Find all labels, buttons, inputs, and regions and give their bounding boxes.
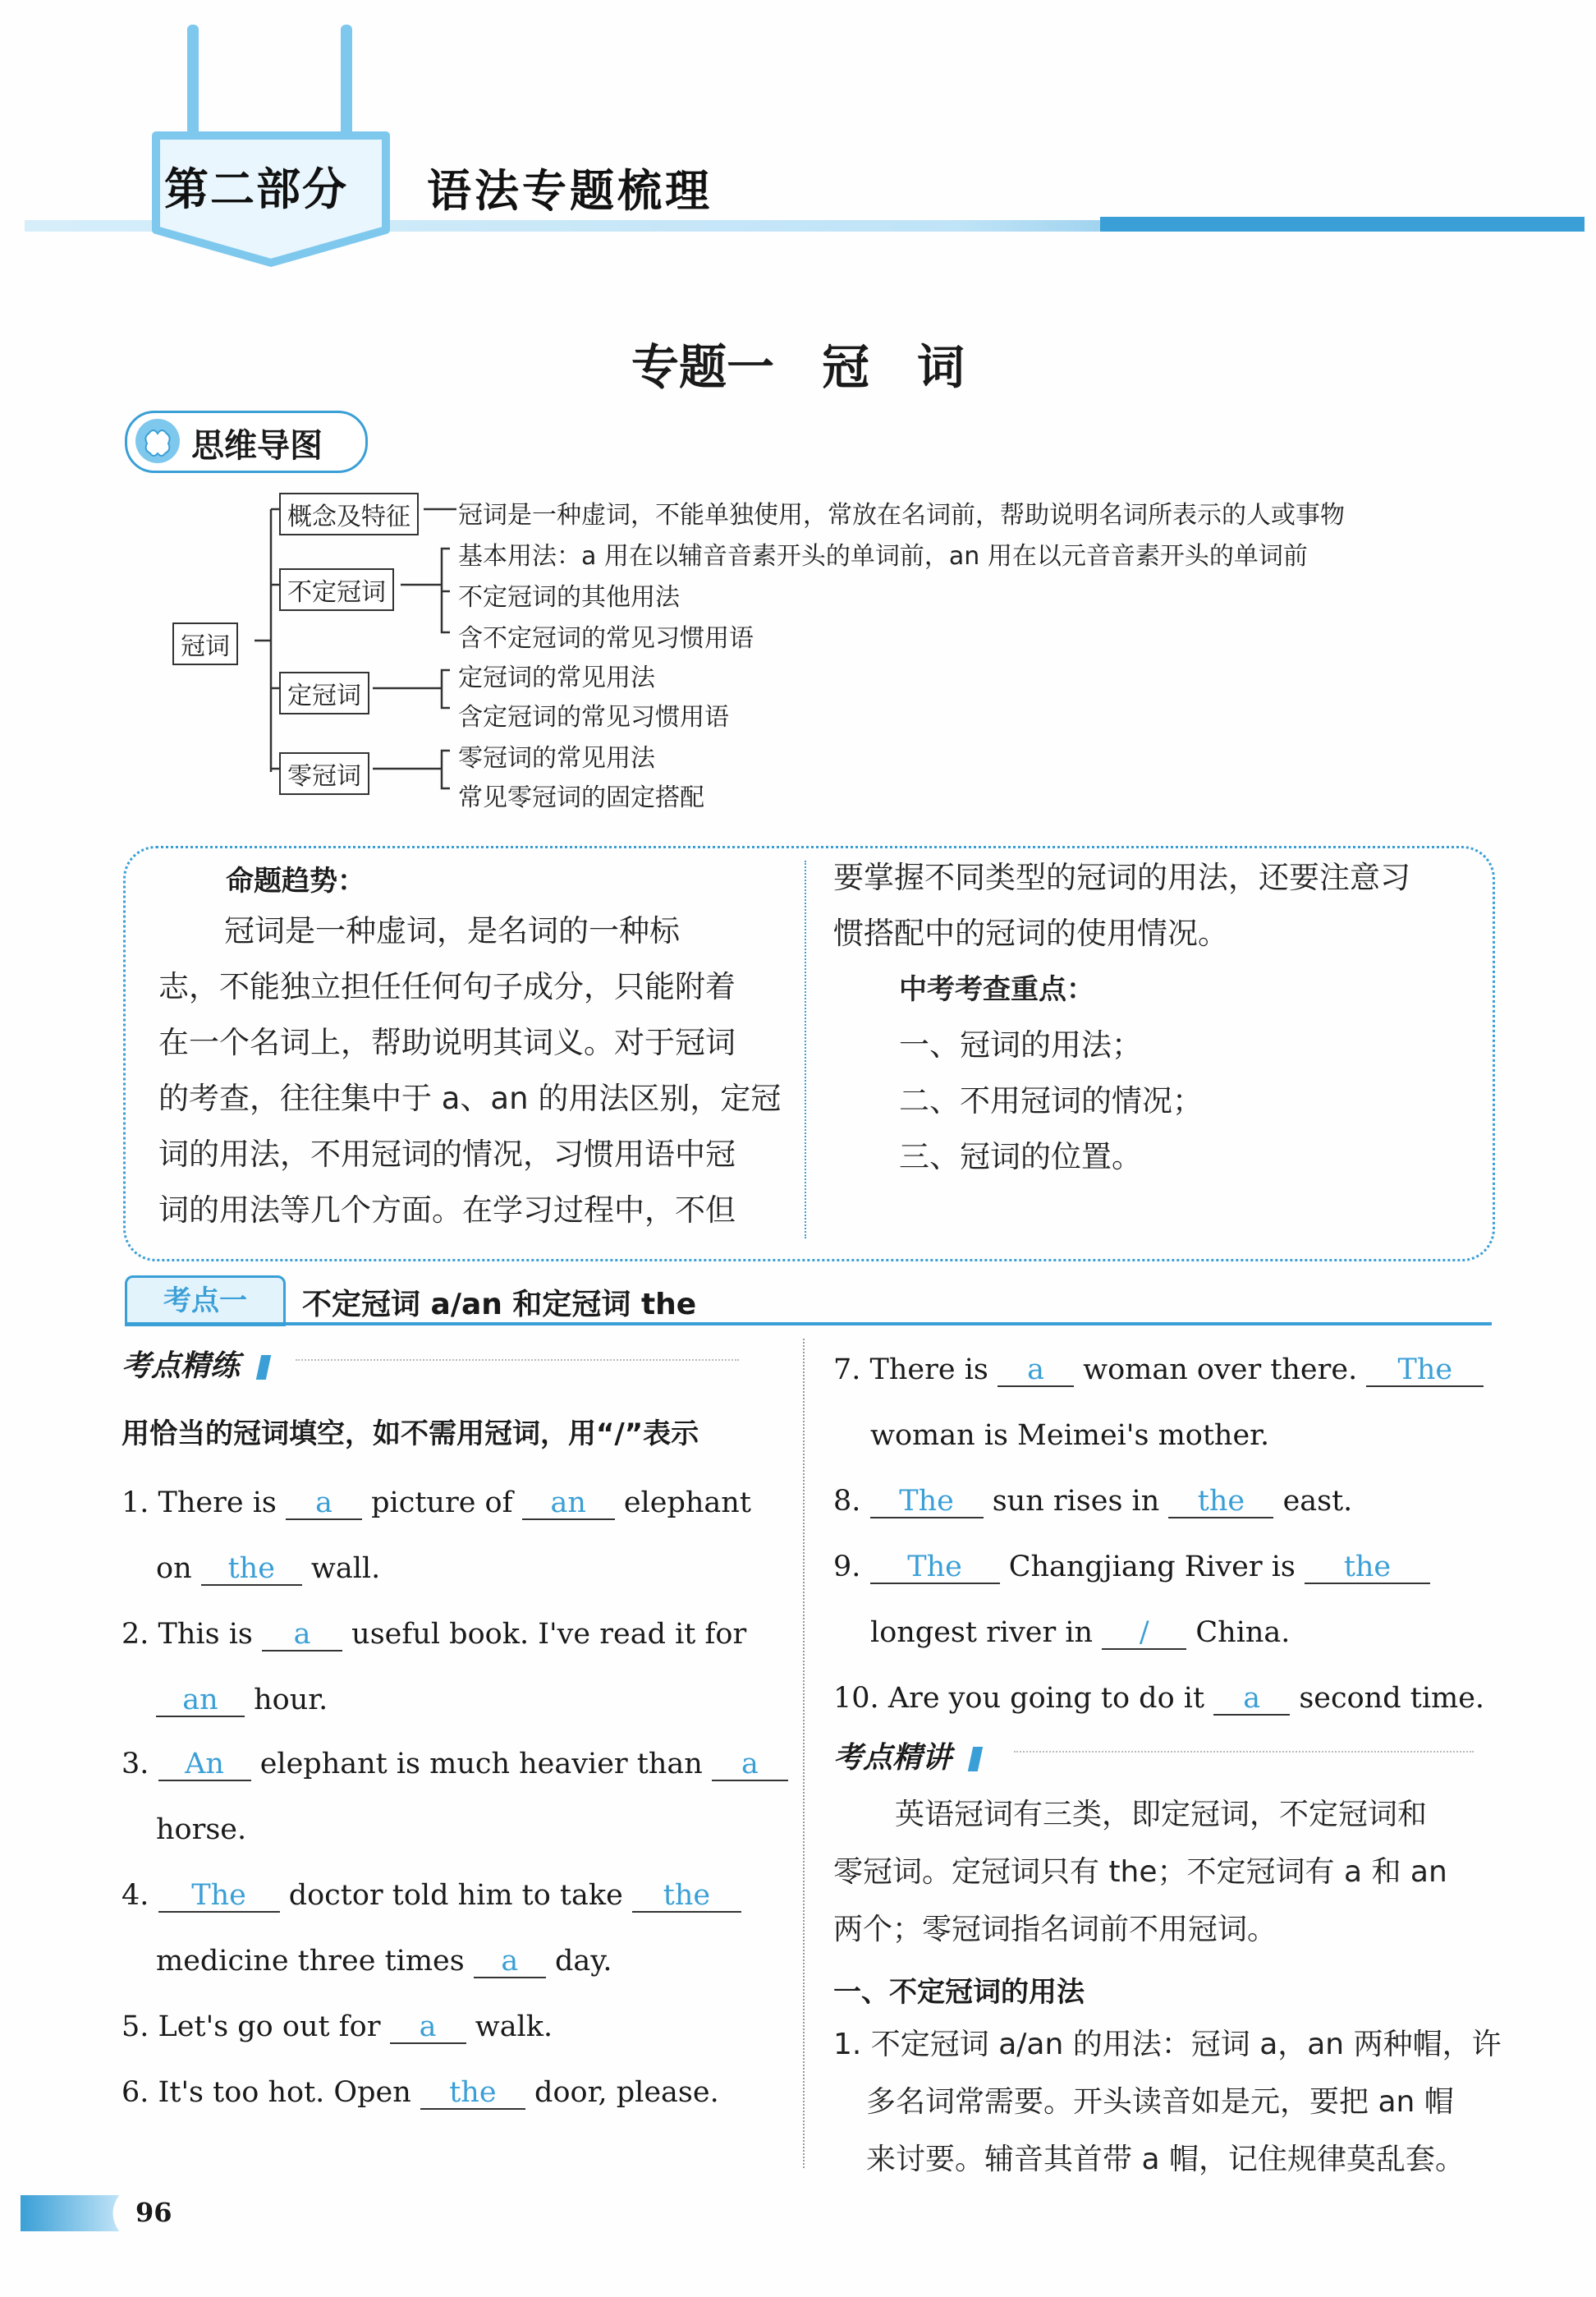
trend-line: 冠词是一种虚词，是名词的一种标 [224, 913, 680, 949]
mind-map-badge-label: 思维导图 [191, 427, 323, 465]
trend-heading: 命题趋势： [226, 865, 365, 898]
explain-line: 多名词常需要。开头读音如是元，要把 an 帽 [866, 2085, 1454, 2119]
question-3: 3. An elephant is much heavier than a [122, 1731, 788, 1797]
focus-heading: 中考考查重点： [899, 973, 1094, 1006]
answer-blank: an [522, 1488, 615, 1520]
trend-line: 要掌握不同类型的冠词的用法，还要注意习 [833, 860, 1410, 895]
question-6: 6. It's too hot. Open the door, please. [122, 2076, 719, 2109]
heading-marker [255, 1355, 270, 1380]
trend-line: 词的用法，不用冠词的情况，习惯用语中冠 [158, 1137, 736, 1172]
answer-blank: the [201, 1554, 302, 1586]
mind-map-branch-definite: 定冠词 [279, 672, 369, 714]
answer-blank: a [1213, 1684, 1290, 1716]
focus-item: 一、冠词的用法； [899, 1027, 1142, 1063]
explain-line: 1. 不定冠词 a/an 的用法：冠词 a，an 两种帽，许 [833, 2028, 1502, 2061]
answer-blank: the [1305, 1552, 1430, 1584]
mind-map-item: 基本用法：a 用在以辅音音素开头的单词前，an 用在以元音音素开头的单词前 [458, 542, 1308, 571]
practice-heading-label: 考点精练 [122, 1349, 241, 1383]
answer-blank: a [712, 1749, 788, 1781]
explain-line: 零冠词。定冠词只有 the；不定冠词有 a 和 an [833, 1855, 1447, 1889]
mind-map-item: 零冠词的常见用法 [458, 744, 655, 773]
kaodian-title: 不定冠词 a/an 和定冠词 the [302, 1288, 697, 1321]
practice-instruction: 用恰当的冠词填空，如不需用冠词，用“/”表示 [122, 1417, 699, 1450]
page-title: 专题一 冠 词 [631, 339, 965, 395]
trend-right-text [833, 850, 1474, 1185]
page-number: 96 [135, 2197, 172, 2228]
explain-line: 两个；零冠词指名词前不用冠词。 [833, 1913, 1277, 1946]
trend-line: 志，不能独立担任任何句子成分，只能附着 [158, 969, 736, 1004]
mind-map-item: 冠词是一种虚词，不能单独使用，常放在名词前，帮助说明名词所表示的人或事物 [458, 501, 1345, 530]
explain-line: 英语冠词有三类，即定冠词，不定冠词和 [895, 1798, 1428, 1831]
answer-blank: the [632, 1881, 741, 1913]
question-9: 9. The Changjiang River is the [833, 1534, 1430, 1600]
question-4: 4. The doctor told him to take the [122, 1863, 741, 1928]
answer-blank: The [870, 1486, 984, 1518]
answer-blank: a [286, 1488, 362, 1520]
answer-blank: a [998, 1355, 1074, 1387]
question-1-cont: on the wall. [156, 1552, 381, 1585]
mind-map-item: 不定冠词的其他用法 [458, 583, 680, 612]
question-4-cont: medicine three times a day. [156, 1945, 612, 1978]
question-7: 7. There is a woman over there. The [833, 1337, 1484, 1403]
question-3-cont: horse. [156, 1813, 247, 1846]
answer-blank: a [474, 1946, 546, 1978]
mind-map-item: 常见零冠词的固定搭配 [458, 783, 704, 812]
question-9-cont: longest river in / China. [870, 1616, 1291, 1649]
heading-dots [1014, 1751, 1474, 1753]
answer-blank: the [420, 2078, 525, 2110]
trend-line: 词的用法等几个方面。在学习过程中，不但 [158, 1192, 736, 1228]
mind-map-item: 定冠词的常见用法 [458, 664, 655, 692]
trend-left-text [158, 903, 782, 1238]
mind-map-branch-indefinite: 不定冠词 [279, 568, 394, 611]
question-1: 1. There is a picture of an elephant [122, 1486, 751, 1519]
mind-map-branch-zero: 零冠词 [279, 752, 369, 795]
column-divider [803, 1339, 805, 2168]
answer-blank: an [156, 1685, 245, 1717]
mind-map-item: 含不定冠词的常见习惯用语 [458, 624, 754, 653]
trend-box-divider [805, 861, 806, 1238]
question-7-cont: woman is Meimei's mother. [870, 1419, 1270, 1452]
explain-line: 来讨要。辅音其首带 a 帽，记住规律莫乱套。 [866, 2143, 1465, 2176]
explain-item [833, 2016, 1502, 2189]
focus-item: 三、冠词的位置。 [899, 1139, 1142, 1174]
heading-marker [967, 1747, 982, 1771]
mind-map-item: 含定冠词的常见习惯用语 [458, 703, 729, 732]
page-number-tab [0, 2189, 213, 2238]
brain-icon [134, 417, 181, 465]
answer-blank: / [1102, 1618, 1186, 1650]
explain-subheading: 一、不定冠词的用法 [833, 1976, 1085, 2009]
trend-line: 惯搭配中的冠词的使用情况。 [833, 916, 1228, 951]
trend-line: 在一个名词上，帮助说明其词义。对于冠词 [158, 1025, 736, 1060]
question-8: 8. The sun rises in the east. [833, 1485, 1353, 1518]
answer-blank: the [1168, 1486, 1273, 1518]
kaodian-tag-label: 考点一 [163, 1284, 247, 1317]
answer-blank: a [390, 2012, 466, 2044]
answer-blank: An [158, 1749, 251, 1781]
answer-blank: The [1366, 1355, 1484, 1387]
header-banner [0, 0, 1596, 279]
question-2: 2. This is a useful book. I've read it for [122, 1618, 747, 1651]
part-label: 第二部分 [164, 163, 348, 215]
focus-item: 二、不用冠词的情况； [899, 1083, 1203, 1119]
question-5: 5. Let's go out for a walk. [122, 2010, 553, 2043]
explain-paragraph [833, 1786, 1490, 1959]
part-title: 语法专题梳理 [427, 165, 713, 217]
answer-blank: a [262, 1619, 342, 1652]
answer-blank: The [158, 1881, 280, 1913]
mind-map-branch-concept: 概念及特征 [279, 493, 419, 535]
kaodian-tag [125, 1275, 286, 1326]
answer-blank: The [870, 1552, 1000, 1584]
heading-dots [296, 1359, 739, 1361]
mind-map-badge [125, 411, 368, 473]
question-2-cont: an hour. [156, 1667, 328, 1733]
question-10: 10. Are you going to do it a second time. [833, 1682, 1485, 1715]
explain-heading [833, 1734, 980, 1776]
practice-heading [122, 1343, 268, 1385]
explain-heading-label: 考点精讲 [833, 1741, 952, 1775]
trend-line: 的考查，往往集中于 a、an 的用法区别，定冠 [158, 1081, 782, 1116]
mind-map-root: 冠词 [172, 622, 238, 665]
